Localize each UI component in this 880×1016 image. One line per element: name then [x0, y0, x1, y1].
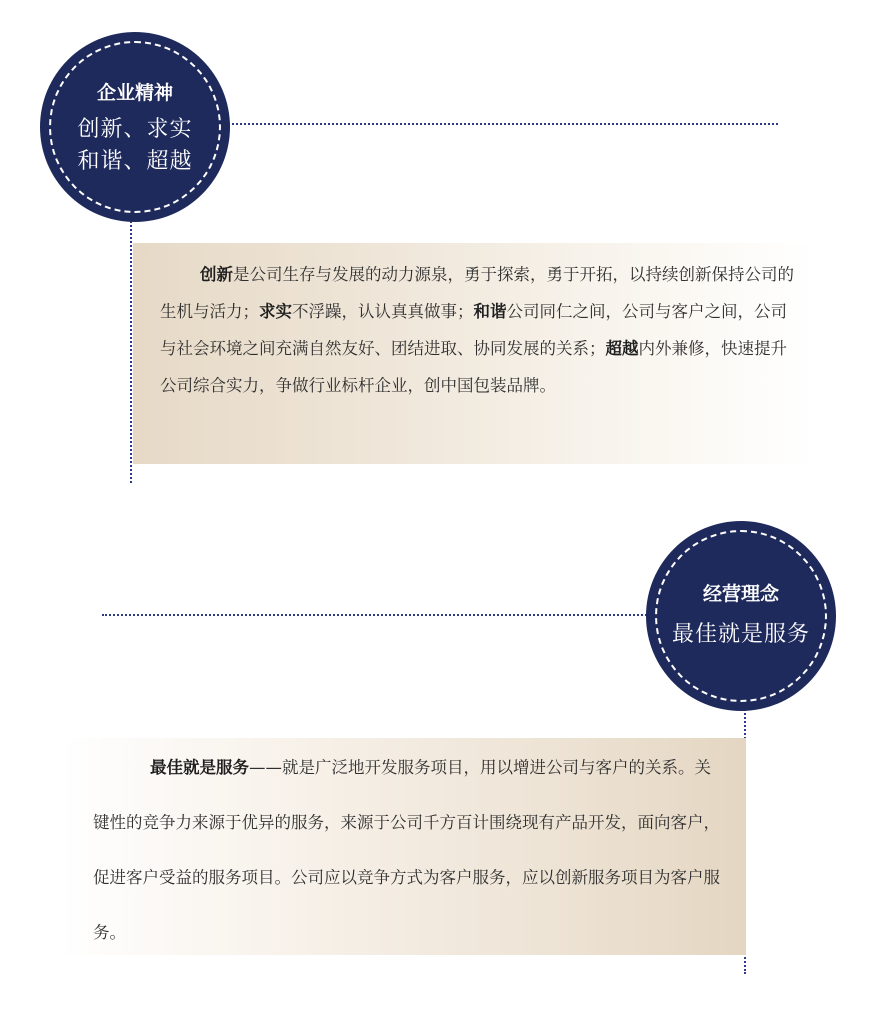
enterprise-spirit-subtitle — [40, 114, 230, 178]
badge-dashed-ring — [655, 530, 827, 702]
section1-vertical-dotted-line — [130, 218, 132, 483]
enterprise-spirit-paragraph — [133, 243, 815, 464]
text-harmony: 公司同仁之间，公司与客户之间，公司与社会环境之间充满自然友好、团结进取、协同发展的关系； — [160, 302, 787, 358]
keyword-pragmatism: 求实 — [259, 302, 292, 321]
text-innovation: 是公司生存与发展的动力源泉，勇于探索，勇于开拓，以持续创新保持公司的生机与活力； — [160, 265, 794, 321]
enterprise-spirit-line2: 和谐、超越 — [77, 149, 193, 174]
enterprise-spirit-line1: 创新、求实 — [77, 117, 193, 142]
text-best-service: ——就是广泛地开发服务项目，用以增进公司与客户的关系。关键性的竞争力来源于优异的服务，来源于公司千方百计围绕现有产品开发，面向客户，促进客户受益的服务项目。公司应以竞争方式为客户服务，应以创新服务项目为客户服务。 — [93, 758, 720, 942]
text-pragmatism: 不浮躁，认认真真做事； — [292, 302, 474, 321]
section2-horizontal-dotted-line — [102, 614, 650, 616]
text-surpass: 内外兼修，快速提升公司综合实力，争做行业标杆企业，创中国包装品牌。 — [160, 339, 787, 395]
keyword-best-service: 最佳就是服务 — [150, 758, 249, 777]
keyword-surpass: 超越 — [605, 339, 639, 358]
enterprise-spirit-badge — [40, 32, 230, 222]
section1-horizontal-dotted-line — [228, 123, 778, 125]
business-philosophy-badge — [646, 521, 836, 711]
business-philosophy-subtitle: 最佳就是服务 — [671, 622, 810, 647]
keyword-innovation: 创新 — [200, 265, 233, 284]
enterprise-spirit-title: 企业精神 — [96, 82, 173, 104]
business-philosophy-paragraph — [60, 738, 746, 955]
keyword-harmony: 和谐 — [473, 302, 507, 321]
business-philosophy-title: 经营理念 — [702, 583, 779, 605]
